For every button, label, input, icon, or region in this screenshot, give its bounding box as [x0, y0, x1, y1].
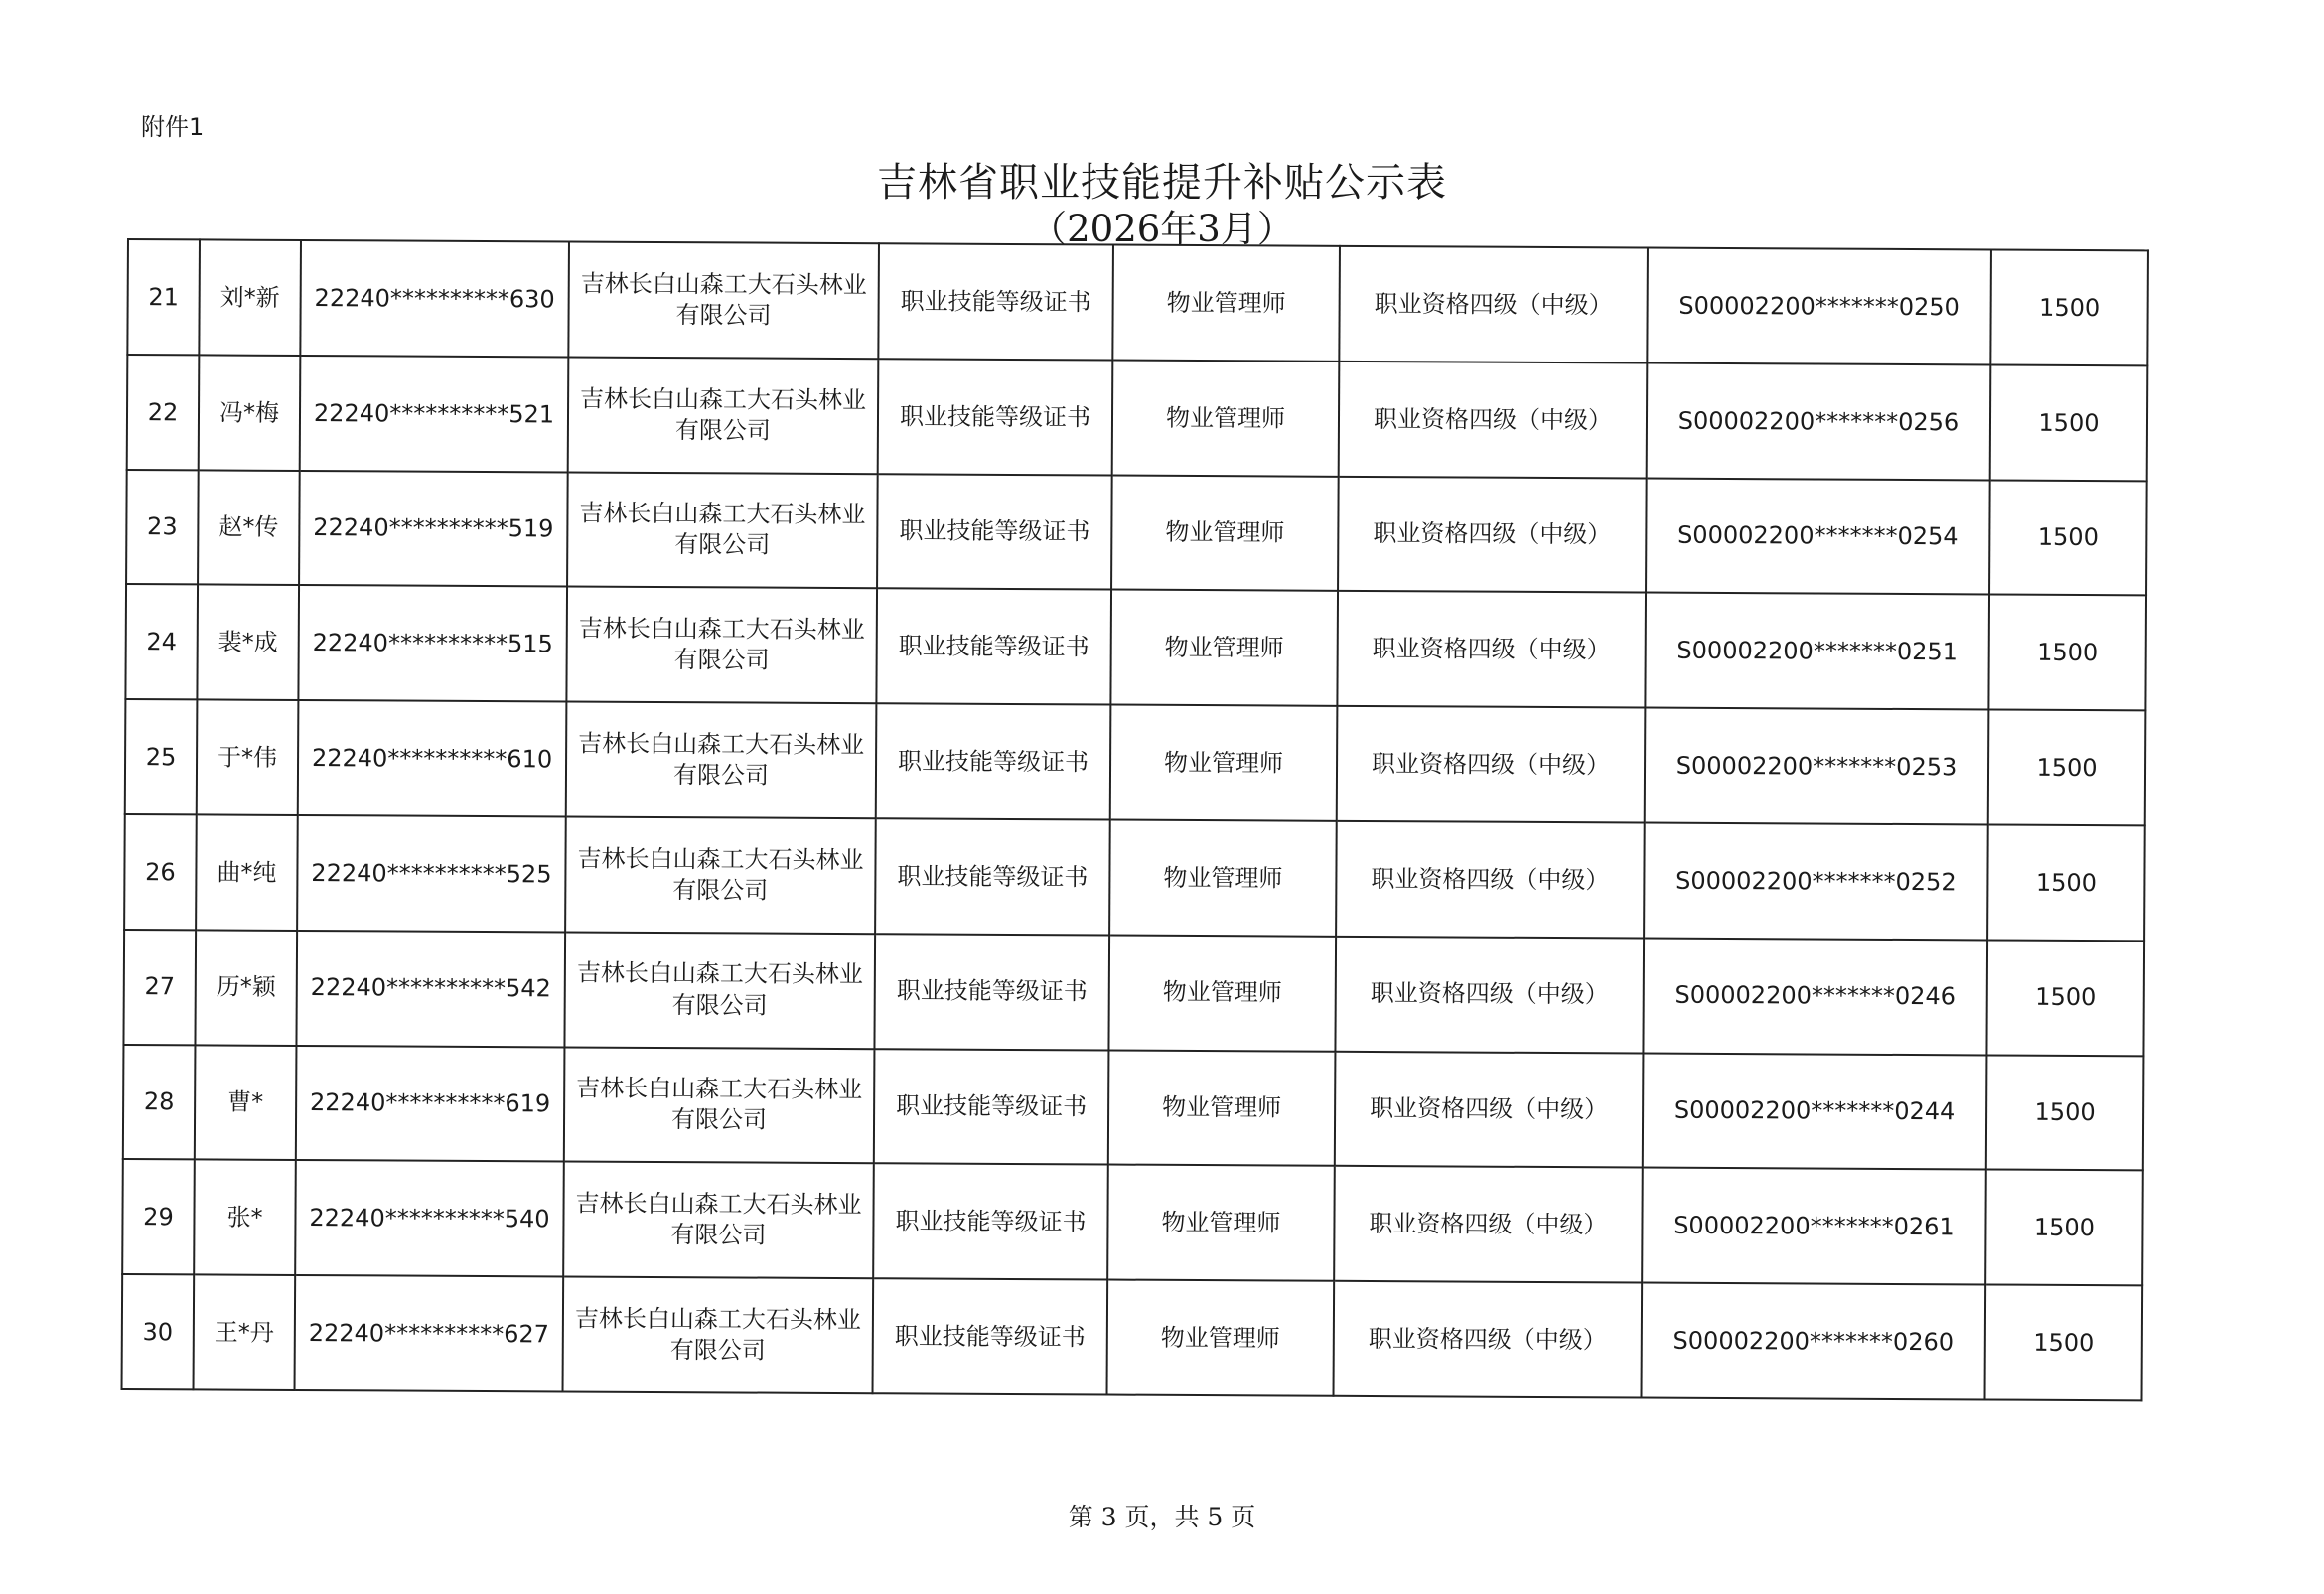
- subsidy-amount-cell: 1500: [1990, 249, 2148, 365]
- company-name-cell: 吉林长白山森工大石头林业有限公司: [566, 587, 877, 704]
- certificate-type-cell: 职业技能等级证书: [876, 703, 1111, 819]
- certificate-number-cell: S00002200*******0256: [1647, 362, 1991, 480]
- certificate-number-cell: S00002200*******0254: [1646, 478, 1990, 595]
- skill-level-cell: 职业资格四级（中级）: [1335, 937, 1644, 1054]
- occupation-cell: 物业管理师: [1107, 1165, 1335, 1281]
- person-name-cell: 冯*梅: [199, 355, 301, 470]
- company-name-cell: 吉林长白山森工大石头林业有限公司: [568, 357, 879, 474]
- skill-level-cell: 职业资格四级（中级）: [1337, 706, 1646, 823]
- row-number-cell: 22: [127, 355, 200, 470]
- person-name-cell: 王*丹: [194, 1275, 296, 1390]
- occupation-cell: 物业管理师: [1110, 705, 1338, 821]
- certificate-number-cell: S00002200*******0246: [1643, 938, 1987, 1055]
- table-row: [124, 814, 2145, 941]
- certificate-number-cell: S00002200*******0253: [1645, 708, 1989, 825]
- certificate-number-cell: S00002200*******0260: [1642, 1283, 1986, 1400]
- skill-level-cell: 职业资格四级（中级）: [1336, 821, 1645, 939]
- page-footer: 第 3 页，共 5 页: [1068, 1503, 1256, 1531]
- row-number-cell: 28: [123, 1045, 196, 1160]
- subsidy-amount-cell: 1500: [1986, 940, 2144, 1056]
- occupation-cell: 物业管理师: [1108, 1050, 1336, 1166]
- page-subtitle: （2026年3月）: [1030, 208, 1294, 250]
- subsidy-amount-cell: 1500: [1986, 1055, 2144, 1171]
- company-name-cell: 吉林长白山森工大石头林业有限公司: [568, 241, 879, 359]
- subsidy-amount-cell: 1500: [1988, 595, 2146, 711]
- certificate-type-cell: 职业技能等级证书: [878, 243, 1113, 360]
- subsidy-amount-cell: 1500: [1987, 824, 2145, 941]
- certificate-type-cell: 职业技能等级证书: [876, 589, 1111, 705]
- person-name-cell: 历*颖: [195, 930, 297, 1045]
- id-number-cell: 22240**********627: [295, 1275, 564, 1391]
- company-name-cell: 吉林长白山森工大石头林业有限公司: [564, 1047, 875, 1164]
- id-number-cell: 22240**********540: [295, 1160, 564, 1276]
- skill-level-cell: 职业资格四级（中级）: [1338, 476, 1647, 593]
- skill-level-cell: 职业资格四级（中级）: [1334, 1166, 1643, 1283]
- attachment-label: 附件1: [141, 113, 205, 141]
- occupation-cell: 物业管理师: [1109, 820, 1337, 937]
- table-row: [125, 584, 2146, 710]
- certificate-type-cell: 职业技能等级证书: [873, 1164, 1108, 1280]
- id-number-cell: 22240**********610: [298, 700, 567, 816]
- id-number-cell: 22240**********630: [300, 240, 569, 357]
- table-row: [123, 1045, 2144, 1171]
- person-name-cell: 刘*新: [199, 239, 301, 355]
- skill-level-cell: 职业资格四级（中级）: [1339, 362, 1648, 479]
- table-row: [127, 239, 2148, 365]
- row-number-cell: 26: [124, 814, 197, 930]
- certificate-type-cell: 职业技能等级证书: [874, 1049, 1109, 1165]
- occupation-cell: 物业管理师: [1112, 245, 1340, 362]
- table-row: [125, 699, 2146, 825]
- company-name-cell: 吉林长白山森工大石头林业有限公司: [566, 702, 877, 819]
- row-number-cell: 21: [127, 239, 200, 355]
- occupation-cell: 物业管理师: [1112, 360, 1340, 476]
- row-number-cell: 23: [126, 470, 199, 585]
- page-title: 吉林省职业技能提升补贴公示表: [877, 160, 1447, 206]
- skill-level-cell: 职业资格四级（中级）: [1339, 246, 1648, 363]
- certificate-type-cell: 职业技能等级证书: [874, 934, 1109, 1050]
- subsidy-amount-cell: 1500: [1990, 364, 2148, 481]
- skill-level-cell: 职业资格四级（中级）: [1335, 1051, 1644, 1168]
- person-name-cell: 裴*成: [197, 585, 299, 700]
- person-name-cell: 张*: [194, 1160, 296, 1275]
- subsidy-amount-cell: 1500: [1984, 1285, 2142, 1401]
- certificate-type-cell: 职业技能等级证书: [877, 474, 1112, 590]
- table-row: [123, 930, 2144, 1056]
- certificate-type-cell: 职业技能等级证书: [873, 1278, 1108, 1394]
- subsidy-amount-cell: 1500: [1985, 1170, 2143, 1286]
- company-name-cell: 吉林长白山森工大石头林业有限公司: [567, 472, 878, 589]
- table-row: [126, 470, 2147, 596]
- certificate-number-cell: S00002200*******0261: [1642, 1168, 1986, 1285]
- person-name-cell: 赵*传: [198, 470, 300, 585]
- certificate-number-cell: S00002200*******0250: [1647, 248, 1991, 365]
- certificate-type-cell: 职业技能等级证书: [878, 359, 1113, 475]
- id-number-cell: 22240**********519: [299, 471, 568, 587]
- subsidy-table: [121, 238, 2149, 1401]
- table-body: [122, 239, 2148, 1400]
- person-name-cell: 于*伟: [197, 700, 299, 815]
- row-number-cell: 29: [122, 1159, 195, 1274]
- occupation-cell: 物业管理师: [1110, 590, 1338, 706]
- subsidy-amount-cell: 1500: [1989, 480, 2147, 596]
- id-number-cell: 22240**********542: [296, 931, 565, 1047]
- company-name-cell: 吉林长白山森工大石头林业有限公司: [564, 932, 875, 1049]
- occupation-cell: 物业管理师: [1108, 935, 1336, 1051]
- table-row: [127, 355, 2148, 481]
- occupation-cell: 物业管理师: [1107, 1280, 1335, 1396]
- company-name-cell: 吉林长白山森工大石头林业有限公司: [563, 1162, 874, 1279]
- row-number-cell: 27: [123, 930, 196, 1045]
- id-number-cell: 22240**********525: [297, 815, 566, 932]
- table-row: [122, 1274, 2143, 1400]
- certificate-number-cell: S00002200*******0244: [1643, 1053, 1987, 1170]
- company-name-cell: 吉林长白山森工大石头林业有限公司: [565, 816, 876, 934]
- row-number-cell: 24: [125, 584, 198, 699]
- person-name-cell: 曹*: [195, 1045, 297, 1160]
- occupation-cell: 物业管理师: [1111, 475, 1339, 591]
- skill-level-cell: 职业资格四级（中级）: [1334, 1281, 1643, 1398]
- row-number-cell: 25: [125, 699, 198, 814]
- id-number-cell: 22240**********515: [298, 585, 567, 701]
- id-number-cell: 22240**********619: [296, 1046, 565, 1162]
- company-name-cell: 吉林长白山森工大石头林业有限公司: [563, 1277, 874, 1394]
- id-number-cell: 22240**********521: [300, 356, 569, 472]
- table-row: [122, 1159, 2143, 1285]
- certificate-type-cell: 职业技能等级证书: [875, 818, 1110, 935]
- subsidy-amount-cell: 1500: [1988, 710, 2146, 826]
- person-name-cell: 曲*纯: [196, 814, 298, 930]
- certificate-number-cell: S00002200*******0252: [1644, 823, 1988, 941]
- row-number-cell: 30: [122, 1274, 195, 1389]
- certificate-number-cell: S00002200*******0251: [1645, 593, 1989, 710]
- skill-level-cell: 职业资格四级（中级）: [1337, 591, 1646, 708]
